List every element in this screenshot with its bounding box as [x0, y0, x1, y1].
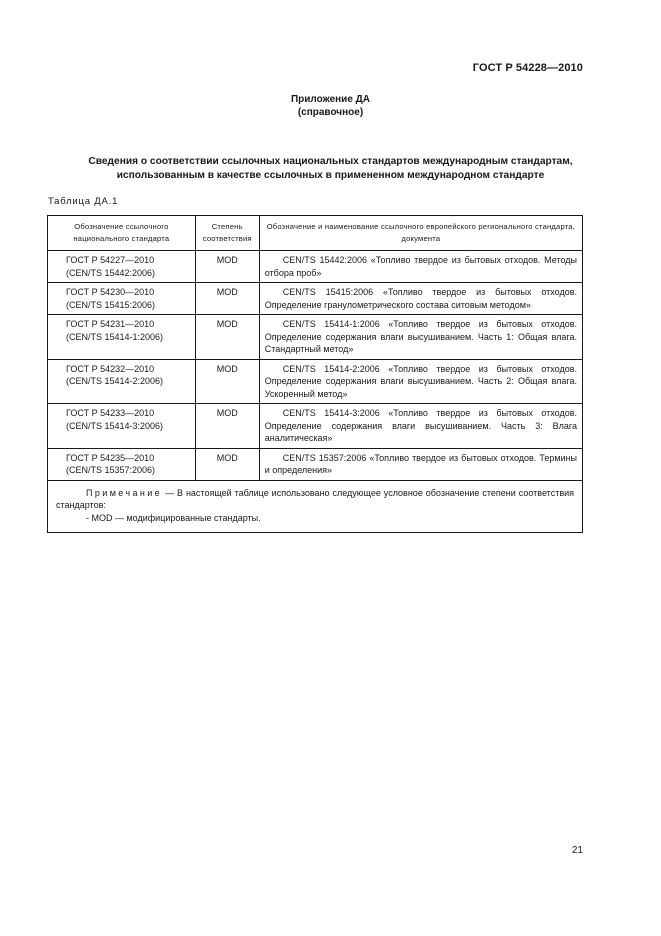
national-standard-code: ГОСТ Р 54235—2010	[66, 452, 155, 463]
table-row	[48, 251, 583, 283]
national-standard-cell	[48, 315, 196, 360]
degree-value: MOD	[216, 255, 238, 265]
degree-cell	[195, 251, 259, 283]
header-national-standard: Обозначение ссылочного национального стандарта	[48, 216, 196, 251]
degree-cell	[195, 359, 259, 404]
note-text: — В настоящей таблице использовано следующее условное обозначение степени соответствия стандартов:	[56, 487, 574, 510]
degree-cell	[195, 283, 259, 315]
national-standard-code: ГОСТ Р 54227—2010	[66, 255, 155, 265]
note-label: Примечание	[86, 487, 163, 498]
national-standard-ref: (CEN/TS 15414-1:2006)	[66, 331, 164, 342]
annex-heading	[0, 93, 661, 119]
table-header-row	[48, 216, 583, 251]
note-paragraph	[56, 487, 574, 512]
national-standard-ref: (CEN/TS 15442:2006)	[66, 267, 156, 278]
page-number: 21	[571, 845, 583, 856]
national-standard-ref: (CEN/TS 15415:2006)	[66, 299, 156, 310]
document-code: ГОСТ Р 54228—2010	[472, 62, 583, 74]
national-standard-cell	[48, 404, 196, 449]
degree-value: MOD	[216, 452, 238, 463]
degree-value: MOD	[216, 287, 238, 297]
national-standard-cell	[48, 359, 196, 404]
national-standard-ref: (CEN/TS 15414-2:2006)	[66, 376, 164, 386]
national-standard-code: ГОСТ Р 54231—2010	[66, 319, 155, 329]
section-title-line-2: использованным в качестве ссылочных в примененном международном стандарте	[116, 170, 545, 181]
degree-cell	[195, 315, 259, 360]
correspondence-table	[47, 215, 583, 533]
table-note	[48, 480, 583, 533]
header-european-standard: Обозначение и наименование ссылочного европейского регионального стандарта, документа	[259, 216, 582, 251]
national-standard-ref: (CEN/TS 15357:2006)	[66, 465, 156, 475]
table-note-row	[48, 480, 583, 533]
european-standard-cell: CEN/TS 15357:2006 «Топливо твердое из бытовых отходов. Термины и определения»	[259, 448, 582, 480]
table-label: Таблица ДА.1	[48, 196, 119, 207]
note-item: - MOD — модифицированные стандарты.	[86, 512, 261, 523]
section-title	[48, 155, 613, 183]
table-row	[48, 359, 583, 404]
european-standard-cell: CEN/TS 15414-3:2006 «Топливо твердое из бытовых отходов. Определение содержания влаги высушиванием. Часть 3: Влага аналитическая»	[259, 404, 582, 449]
annex-subtitle: (справочное)	[297, 107, 364, 118]
degree-value: MOD	[216, 319, 238, 329]
national-standard-code: ГОСТ Р 54233—2010	[66, 408, 155, 418]
degree-value: MOD	[216, 408, 238, 418]
table-row	[48, 283, 583, 315]
european-standard-cell: CEN/TS 15414-1:2006 «Топливо твердое из бытовых отходов. Определение содержания влаги высушиванием. Часть 1: Общая влага. Стандартный метод»	[259, 315, 582, 360]
table-row	[48, 448, 583, 480]
degree-cell	[195, 448, 259, 480]
national-standard-cell	[48, 251, 196, 283]
european-standard-cell: CEN/TS 15415:2006 «Топливо твердое из бытовых отходов. Определение гранулометрического состава ситовым методом»	[259, 283, 582, 315]
table-row	[48, 315, 583, 360]
national-standard-cell	[48, 283, 196, 315]
european-standard-cell: CEN/TS 15414-2:2006 «Топливо твердое из бытовых отходов. Определение содержания влаги высушиванием. Часть 2: Общая влага. Ускоренный метод»	[259, 359, 582, 404]
national-standard-code: ГОСТ Р 54230—2010	[66, 287, 155, 297]
degree-cell	[195, 404, 259, 449]
annex-title: Приложение ДА	[290, 94, 371, 105]
table-row	[48, 404, 583, 449]
national-standard-code: ГОСТ Р 54232—2010	[66, 363, 155, 374]
national-standard-cell	[48, 448, 196, 480]
header-degree: Степень соответствия	[195, 216, 259, 251]
european-standard-cell: CEN/TS 15442:2006 «Топливо твердое из бытовых отходов. Методы отбора проб»	[259, 251, 582, 283]
degree-value: MOD	[216, 363, 238, 374]
national-standard-ref: (CEN/TS 15414-3:2006)	[66, 420, 164, 431]
section-title-line-1: Сведения о соответствии ссылочных национальных стандартов международным стандартам,	[88, 156, 573, 167]
